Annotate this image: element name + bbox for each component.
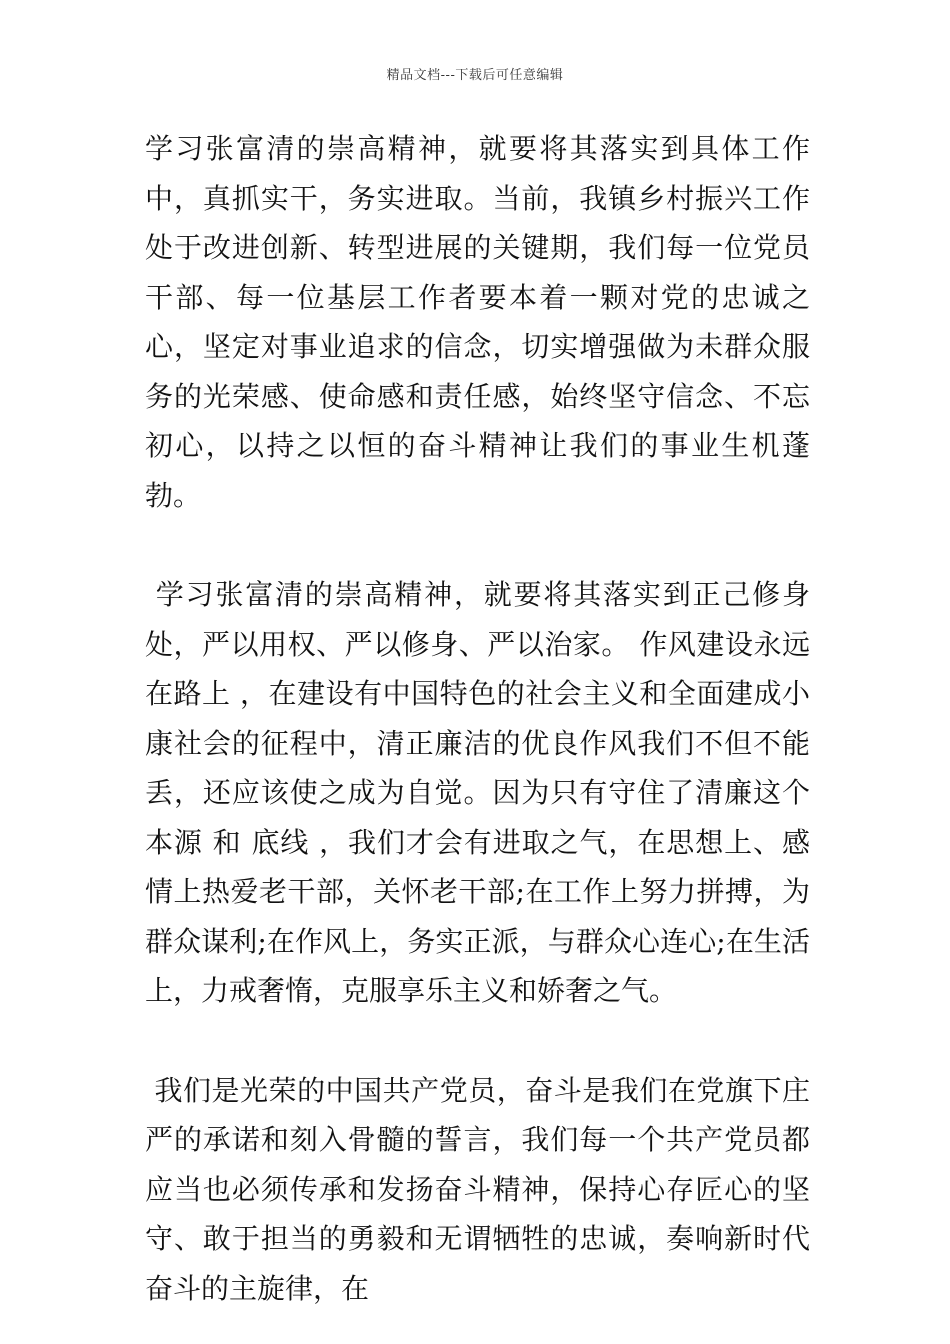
paragraph-2: 学习张富清的崇高精神，就要将其落实到正己修身处，严以用权、严以修身、严以治家。 作风建设永远在路上 ，在建设有中国特色的社会主义和全面建成小康社会的征程中，清正廉洁的优良作风我们不但不能丢，还应该使之成为自觉。因为只有守住了清廉这个 本源 和 底线 ，我们才会有进取之气，在思想上、感情上热爱老干部，关怀老干部;在工作上努力拼搏，为群众谋利;在作风上，务实正派，与群众心连心;在生活上，力戒奢惰，克服享乐主义和娇奢之气。 (145, 578, 819, 1007)
paragraph-1: 学习张富清的崇高精神，就要将其落实到具体工作中，真抓实干，务实进取。当前，我镇乡村振兴工作处于改进创新、转型进展的关键期，我们每一位党员干部、每一位基层工作者要本着一颗对党的忠诚之心，坚定对事业追求的信念，切实增强做为未群众服务的光荣感、使命感和责任感，始终坚守信念、不忘初心，以持之以恒的奋斗精神让我们的事业生机蓬勃。 (145, 132, 810, 512)
document-body (145, 124, 819, 1313)
paragraph-3: 我们是光荣的中国共产党员，奋斗是我们在党旗下庄严的承诺和刻入骨髓的誓言，我们每一个共产党员都应当也必须传承和发扬奋斗精神，保持心存匠心的坚守、敢于担当的勇毅和无谓牺牲的忠诚，奏响新时代奋斗的主旋律，在 (145, 1073, 810, 1305)
page-header: 精品文档---下载后可任意编辑 (386, 68, 564, 83)
